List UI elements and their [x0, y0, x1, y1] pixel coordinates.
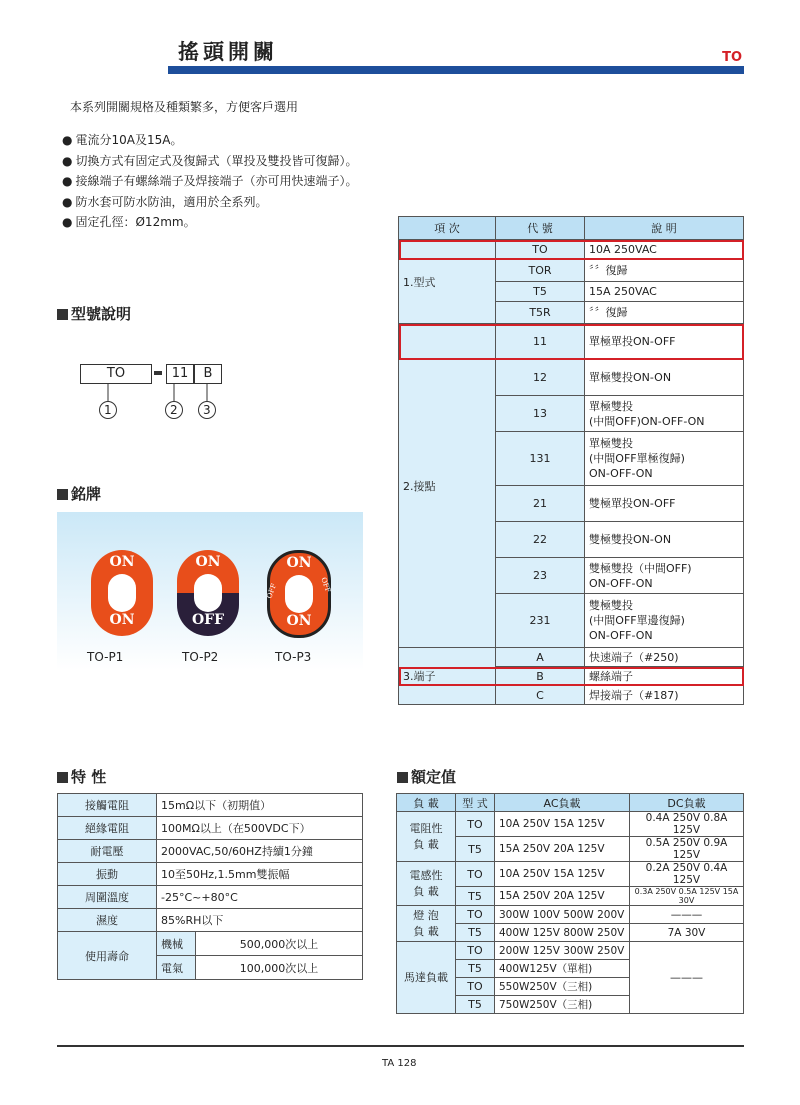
model-type: T5 — [456, 960, 495, 978]
code-cell: B — [496, 667, 585, 686]
model-num: 2 — [170, 403, 178, 417]
feature-value: -25°C~+80°C — [157, 886, 363, 909]
life-type: 電氣 — [157, 956, 196, 980]
dc-load: 7A 30V — [630, 924, 744, 942]
code-cell: 13 — [496, 396, 585, 432]
code-cell: T5 — [496, 282, 585, 302]
col-header: DC負載 — [630, 794, 744, 812]
model-box: 11 — [166, 364, 194, 384]
bullet-item: ● 電流分10A及15A。 — [62, 130, 358, 151]
nameplate-heading: 銘牌 — [57, 483, 101, 504]
load-type: 燈 泡 負 載 — [397, 906, 456, 942]
model-type: TO — [456, 906, 495, 924]
desc-cell: 單極雙投ON-ON — [585, 360, 744, 396]
table-row — [399, 648, 744, 667]
ac-load: 400W125V（單相) — [495, 960, 630, 978]
model-type: T5 — [456, 887, 495, 906]
model-type: TO — [456, 978, 495, 996]
ac-load: 400W 125V 800W 250V — [495, 924, 630, 942]
title-bar — [168, 66, 744, 74]
rating-heading: 額定值 — [397, 766, 456, 787]
spec-table — [398, 216, 744, 705]
table-row — [58, 932, 363, 956]
desc-cell: 焊接端子（#187) — [585, 686, 744, 705]
code-cell: TOR — [496, 260, 585, 282]
model-num: 1 — [104, 403, 112, 417]
feature-value: 10至50Hz,1.5mm雙振幅 — [157, 863, 363, 886]
desc-cell: 雙極雙投 (中間OFF單邊復歸) ON-OFF-ON — [585, 594, 744, 648]
feature-value: 85%RH以下 — [157, 909, 363, 932]
model-type: T5 — [456, 996, 495, 1014]
feature-value: 2000VAC,50/60HZ持續1分鐘 — [157, 840, 363, 863]
col-header: 型 式 — [456, 794, 495, 812]
table-row — [399, 324, 744, 360]
load-type: 電阻性 負 載 — [397, 812, 456, 862]
code-cell: 231 — [496, 594, 585, 648]
desc-cell: 雙極雙投（中間OFF) ON-OFF-ON — [585, 558, 744, 594]
dc-load: 0.4A 250V 0.8A 125V — [630, 812, 744, 837]
table-row — [58, 863, 363, 886]
feature-label: 振動 — [58, 863, 157, 886]
dc-load: 0.5A 250V 0.9A 125V — [630, 837, 744, 862]
table-row — [58, 794, 363, 817]
desc-cell: 單極單投ON-OFF — [585, 324, 744, 360]
desc-cell: 快速端子（#250) — [585, 648, 744, 667]
feature-label: 絕緣電阻 — [58, 817, 157, 840]
life-value: 100,000次以上 — [196, 956, 363, 980]
group-label: 2.接點 — [399, 324, 496, 648]
nameplate-tag: ON OFF — [177, 550, 239, 636]
model-type: TO — [456, 812, 495, 837]
desc-cell: 〞〞復歸 — [585, 302, 744, 324]
code-cell: 22 — [496, 522, 585, 558]
dc-load: 0.2A 250V 0.4A 125V — [630, 862, 744, 887]
table-row — [397, 862, 744, 887]
bullet-item: ● 切換方式有固定式及復歸式（單投及雙投皆可復歸）。 — [62, 151, 358, 172]
desc-cell: 雙極雙投ON-ON — [585, 522, 744, 558]
feature-label: 耐電壓 — [58, 840, 157, 863]
model-heading: 型號說明 — [57, 303, 131, 324]
page-number: TA 128 — [382, 1058, 417, 1069]
feature-label: 使用壽命 — [58, 932, 157, 980]
table-row — [58, 886, 363, 909]
ac-load: 10A 250V 15A 125V — [495, 812, 630, 837]
desc-cell: 15A 250VAC — [585, 282, 744, 302]
ac-load: 15A 250V 20A 125V — [495, 887, 630, 906]
page-title: 搖頭開關 — [178, 40, 278, 64]
dc-load: ——— — [630, 942, 744, 1014]
rating-table — [396, 793, 744, 1014]
bullet-item: ● 防水套可防水防油，適用於全系列。 — [62, 192, 358, 213]
life-value: 500,000次以上 — [196, 932, 363, 956]
model-box: B — [194, 364, 222, 384]
col-header: 項 次 — [399, 217, 496, 240]
group-label: 1.型式 — [399, 240, 496, 324]
code-cell: A — [496, 648, 585, 667]
dash — [154, 371, 162, 375]
feature-label: 周圍溫度 — [58, 886, 157, 909]
load-type: 電感性 負 載 — [397, 862, 456, 906]
feature-label: 濕度 — [58, 909, 157, 932]
code-cell: 12 — [496, 360, 585, 396]
feature-bullets — [62, 130, 358, 233]
bullet-item: ● 固定孔徑：Ø12mm。 — [62, 212, 358, 233]
desc-cell: 〞〞復歸 — [585, 260, 744, 282]
table-row — [399, 240, 744, 260]
feature-value: 15mΩ以下（初期值） — [157, 794, 363, 817]
nameplate-tag: ON ON — [91, 550, 153, 636]
table-row — [58, 817, 363, 840]
desc-cell: 單極雙投 (中間OFF單極復歸) ON-OFF-ON — [585, 432, 744, 486]
table-row — [58, 840, 363, 863]
load-type: 馬達負載 — [397, 942, 456, 1014]
desc-cell: 10A 250VAC — [585, 240, 744, 260]
feature-label: 接觸電阻 — [58, 794, 157, 817]
table-row — [397, 812, 744, 837]
nameplate-panel — [57, 512, 363, 670]
footer-rule — [57, 1045, 744, 1047]
code-cell: TO — [496, 240, 585, 260]
model-type: TO — [456, 942, 495, 960]
features-heading: 特 性 — [57, 766, 106, 787]
col-header: 代 號 — [496, 217, 585, 240]
desc-cell: 單極雙投 (中間OFF)ON-OFF-ON — [585, 396, 744, 432]
col-header: 說 明 — [585, 217, 744, 240]
model-type: TO — [456, 862, 495, 887]
features-table — [57, 793, 363, 980]
code-cell: 21 — [496, 486, 585, 522]
nameplate-label: TO-P3 — [275, 650, 312, 664]
intro-text: 本系列開關規格及種類繁多，方便客戶選用 — [70, 100, 299, 114]
ac-load: 750W250V（三相) — [495, 996, 630, 1014]
model-type: T5 — [456, 924, 495, 942]
life-type: 機械 — [157, 932, 196, 956]
code-cell: 11 — [496, 324, 585, 360]
model-box: TO — [80, 364, 152, 384]
dc-load: ——— — [630, 906, 744, 924]
bullet-item: ● 接線端子有螺絲端子及焊接端子（亦可用快速端子）。 — [62, 171, 358, 192]
ac-load: 300W 100V 500W 200V — [495, 906, 630, 924]
group-label: 3.端子 — [399, 648, 496, 705]
desc-cell: 雙極單投ON-OFF — [585, 486, 744, 522]
code-cell: 23 — [496, 558, 585, 594]
nameplate-label: TO-P2 — [182, 650, 219, 664]
ac-load: 200W 125V 300W 250V — [495, 942, 630, 960]
model-num: 3 — [203, 403, 211, 417]
feature-value: 100MΩ以上（在500VDC下） — [157, 817, 363, 840]
code-cell: T5R — [496, 302, 585, 324]
col-header: 負 載 — [397, 794, 456, 812]
ac-load: 15A 250V 20A 125V — [495, 837, 630, 862]
dc-load: 0.3A 250V 0.5A 125V 15A 30V — [630, 887, 744, 906]
table-row — [397, 942, 744, 960]
ac-load: 550W250V（三相) — [495, 978, 630, 996]
code-cell: C — [496, 686, 585, 705]
nameplate-tag: ON ON OFF OFF — [267, 550, 331, 638]
model-type: T5 — [456, 837, 495, 862]
col-header: AC負載 — [495, 794, 630, 812]
code-cell: 131 — [496, 432, 585, 486]
desc-cell: 螺絲端子 — [585, 667, 744, 686]
table-row — [58, 909, 363, 932]
nameplate-label: TO-P1 — [87, 650, 124, 664]
series-code: TO — [722, 50, 742, 65]
ac-load: 10A 250V 15A 125V — [495, 862, 630, 887]
table-row — [397, 906, 744, 924]
